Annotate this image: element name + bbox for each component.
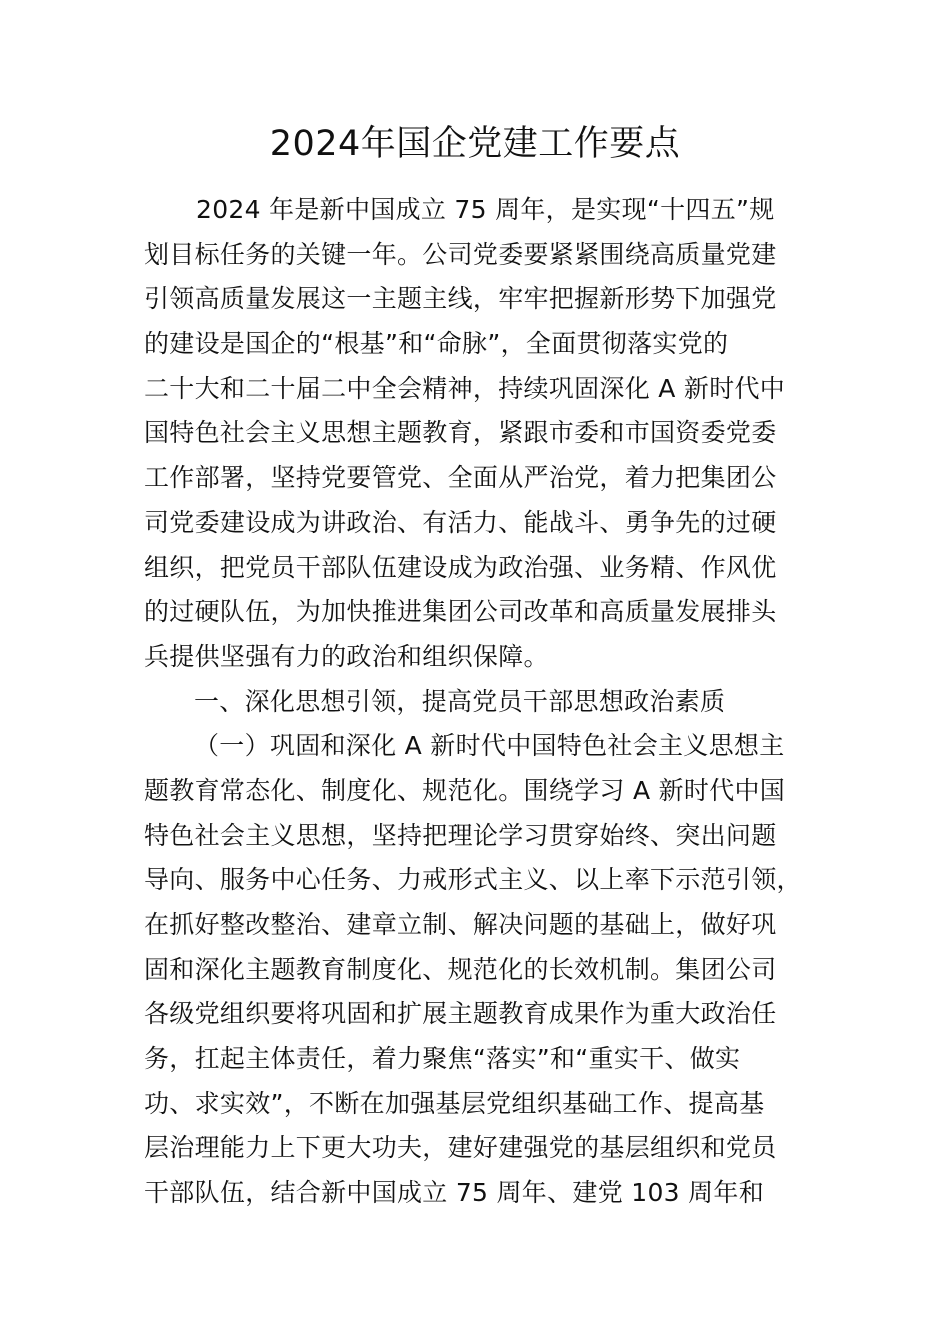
- text-line: 导向、服务中心任务、力戒形式主义、以上率下示范引领，: [144, 865, 802, 895]
- text-line: 组织，把党员干部队伍建设成为政治强、业务精、作风优: [144, 552, 777, 582]
- text-line: 兵提供坚强有力的政治和组织保障。: [144, 641, 549, 671]
- document-title: 2024年国企党建工作要点: [269, 124, 681, 164]
- text-line: （一）巩固和深化 A 新时代中国特色社会主义思想主: [194, 731, 785, 761]
- text-line: 的过硬队伍，为加快推进集团公司改革和高质量发展排头: [144, 597, 777, 627]
- text-line: 的建设是国企的“根基”和“命脉”，全面贯彻落实党的: [144, 329, 729, 359]
- text-line: 国特色社会主义思想主题教育，紧跟市委和市国资委党委: [144, 418, 777, 448]
- document-body: [144, 188, 834, 1216]
- section-heading: 一、深化思想引领，提高党员干部思想政治素质: [194, 686, 726, 716]
- text-line: 在抓好整改整治、建章立制、解决问题的基础上，做好巩: [144, 910, 777, 939]
- text-line: 2024 年是新中国成立 75 周年，是实现“十四五”规: [196, 195, 775, 224]
- text-line: 各级党组织要将巩固和扩展主题教育成果作为重大政治任: [144, 999, 777, 1029]
- text-line: 务，扛起主体责任，着力聚焦“落实”和“重实干、做实: [144, 1044, 741, 1074]
- text-line: 引领高质量发展这一主题主线，牢牢把握新形势下加强党: [144, 284, 777, 314]
- text-line: 题教育常态化、制度化、规范化。围绕学习 A 新时代中国: [144, 775, 786, 805]
- text-line: 功、求实效”，不断在加强基层党组织基础工作、提高基: [144, 1088, 765, 1118]
- text-line: 工作部署，坚持党要管党、全面从严治党，着力把集团公: [144, 463, 777, 493]
- text-line: 司党委建设成为讲政治、有活力、能战斗、勇争先的过硬: [144, 507, 777, 537]
- text-line: 特色社会主义思想，坚持把理论学习贯穿始终、突出问题: [144, 820, 777, 850]
- text-line: 层治理能力上下更大功夫，建好建强党的基层组织和党员: [144, 1133, 777, 1163]
- text-line: 划目标任务的关键一年。公司党委要紧紧围绕高质量党建: [144, 239, 777, 269]
- text-line: 干部队伍，结合新中国成立 75 周年、建党 103 周年和: [144, 1178, 765, 1208]
- text-line: 二十大和二十届二中全会精神，持续巩固深化 A 新时代中: [144, 373, 786, 403]
- text-line: 固和深化主题教育制度化、规范化的长效机制。集团公司: [144, 954, 777, 984]
